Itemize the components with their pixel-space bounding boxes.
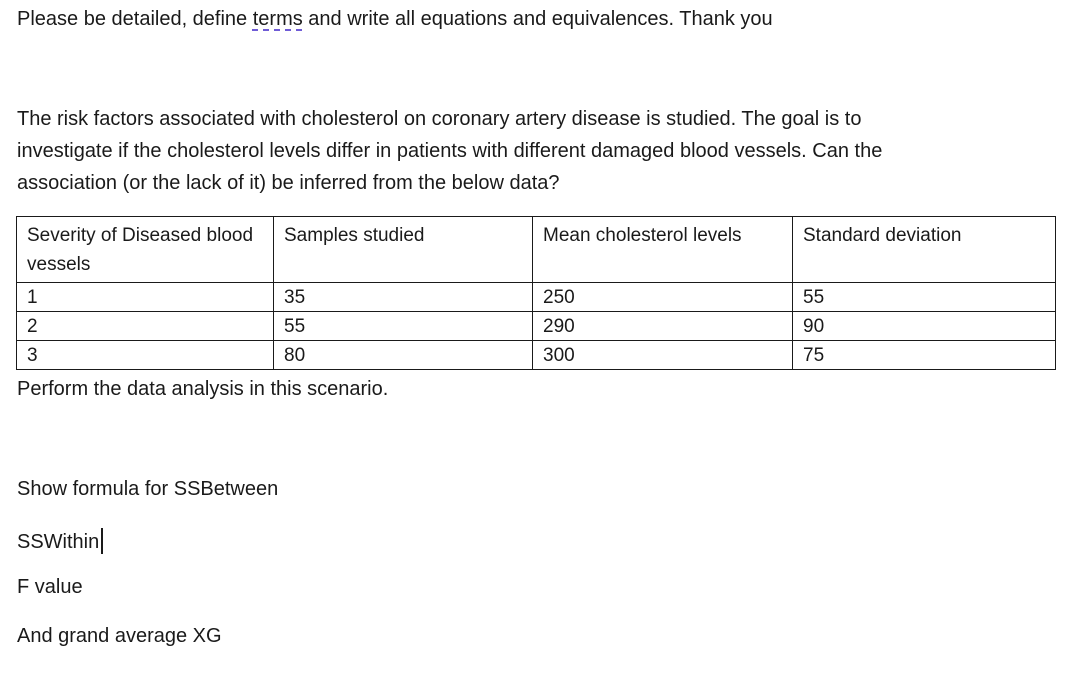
cell-samples: 55 [274, 312, 533, 341]
problem-line-2: investigate if the cholesterol levels differ in patients with different damaged blood vessels. Can the [17, 140, 883, 162]
cell-mean: 290 [533, 312, 793, 341]
table-row [17, 341, 1056, 370]
cell-samples: 80 [274, 341, 533, 370]
intro-text-after: and write all equations and equivalences. Thank you [302, 8, 773, 30]
header-severity: Severity of Diseased blood vessels [17, 217, 274, 283]
table-header-row [17, 217, 1056, 283]
problem-line-3: association (or the lack of it) be inferred from the below data? [17, 172, 560, 194]
cell-severity: 3 [17, 341, 274, 370]
spellcheck-flagged-word[interactable]: terms [252, 8, 303, 30]
question-ssbetween: Show formula for SSBetween [17, 478, 279, 500]
cell-sd: 90 [793, 312, 1056, 341]
question-f-value: F value [17, 576, 83, 598]
question-sswithin-text: SSWithin [17, 531, 100, 553]
cell-mean: 300 [533, 341, 793, 370]
question-sswithin[interactable] [17, 528, 103, 554]
header-sd: Standard deviation [793, 217, 1056, 283]
cell-sd: 75 [793, 341, 1056, 370]
cell-severity: 1 [17, 283, 274, 312]
instruction-line: Perform the data analysis in this scenario. [17, 378, 389, 400]
text-cursor [101, 528, 103, 554]
cell-samples: 35 [274, 283, 533, 312]
problem-line-1: The risk factors associated with cholesterol on coronary artery disease is studied. The goal is to [17, 108, 862, 130]
header-samples: Samples studied [274, 217, 533, 283]
data-table [16, 216, 1056, 370]
header-mean: Mean cholesterol levels [533, 217, 793, 283]
table-row [17, 312, 1056, 341]
intro-line [17, 9, 773, 29]
intro-text-before: Please be detailed, define [17, 8, 253, 30]
cell-mean: 250 [533, 283, 793, 312]
question-grand-average: And grand average XG [17, 625, 222, 647]
cell-sd: 55 [793, 283, 1056, 312]
table-row [17, 283, 1056, 312]
cell-severity: 2 [17, 312, 274, 341]
